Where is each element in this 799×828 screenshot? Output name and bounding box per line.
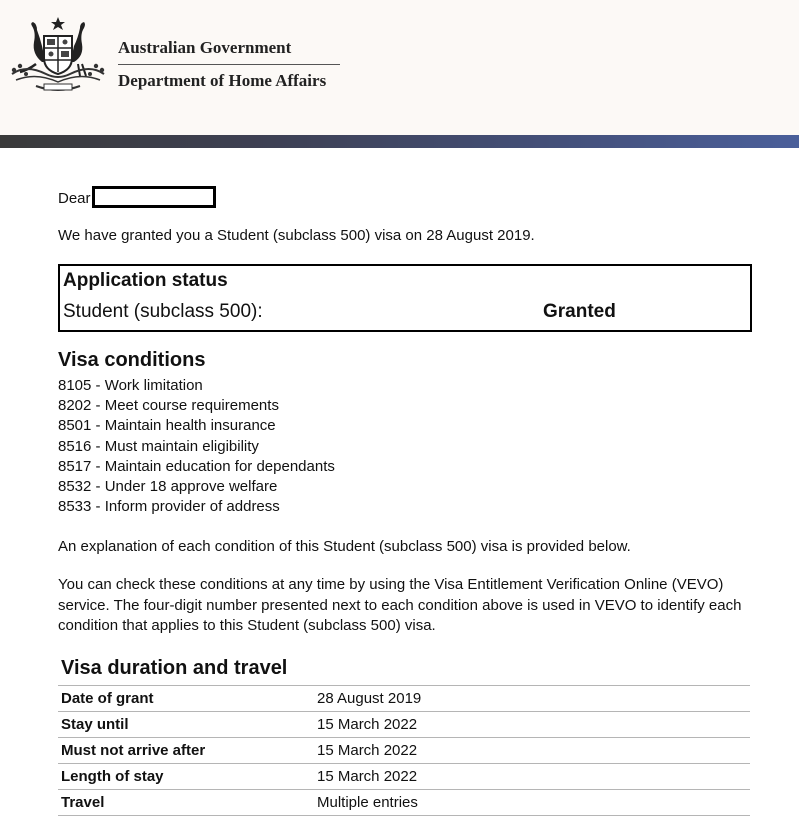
redacted-name-box xyxy=(92,186,216,208)
table-row xyxy=(58,790,750,816)
table-row xyxy=(58,686,750,712)
condition-item: 8501 - Maintain health insurance xyxy=(58,417,276,435)
row-label: Stay until xyxy=(58,712,314,738)
header-band xyxy=(0,135,799,148)
row-value: 15 March 2022 xyxy=(314,712,750,738)
condition-item: 8533 - Inform provider of address xyxy=(58,498,280,516)
coat-of-arms-icon xyxy=(6,14,110,94)
row-value: 15 March 2022 xyxy=(314,764,750,790)
table-row xyxy=(58,764,750,790)
agency-divider xyxy=(118,64,340,65)
condition-item: 8105 - Work limitation xyxy=(58,377,203,394)
department-name: Department of Home Affairs xyxy=(118,71,327,90)
salutation-text: Dear xyxy=(58,189,91,207)
status-value: Granted xyxy=(543,301,616,322)
condition-item: 8516 - Must maintain eligibility xyxy=(58,437,259,455)
row-value: Multiple entries xyxy=(314,790,750,816)
row-value: 15 March 2022 xyxy=(314,738,750,764)
row-label: Date of grant xyxy=(58,686,314,712)
table-row xyxy=(58,712,750,738)
visa-duration-title: Visa duration and travel xyxy=(61,657,288,679)
condition-item: 8517 - Maintain education for dependants xyxy=(58,457,335,475)
row-label: Length of stay xyxy=(58,764,314,790)
visa-duration-table xyxy=(58,685,750,816)
letterhead xyxy=(0,0,799,135)
visa-conditions-title: Visa conditions xyxy=(58,349,206,371)
visa-conditions-list xyxy=(58,376,335,517)
condition-item: 8202 - Meet course requirements xyxy=(58,397,279,415)
application-status-title: Application status xyxy=(63,270,228,291)
table-row xyxy=(58,738,750,764)
row-label: Travel xyxy=(58,790,314,816)
grant-sentence: We have granted you a Student (subclass 500) visa on 28 August 2019. xyxy=(58,227,535,244)
salutation xyxy=(58,188,216,208)
vevo-paragraph: You can check these conditions at any time by using the Visa Entitlement Verification Online (VEVO) service. The four-digit number presented next to each condition above is used in VEVO to identify each condition that applies to this Student (subclass 500) visa. xyxy=(58,576,742,634)
row-value: 28 August 2019 xyxy=(314,686,750,712)
agency-name xyxy=(118,38,340,91)
condition-item: 8532 - Under 18 approve welfare xyxy=(58,477,278,495)
government-name: Australian Government xyxy=(118,38,292,57)
application-status-box xyxy=(58,264,752,332)
row-label: Must not arrive after xyxy=(58,738,314,764)
conditions-explanation: An explanation of each condition of this Student (subclass 500) visa is provided below. xyxy=(58,538,631,555)
visa-subclass-label: Student (subclass 500): xyxy=(63,301,263,322)
